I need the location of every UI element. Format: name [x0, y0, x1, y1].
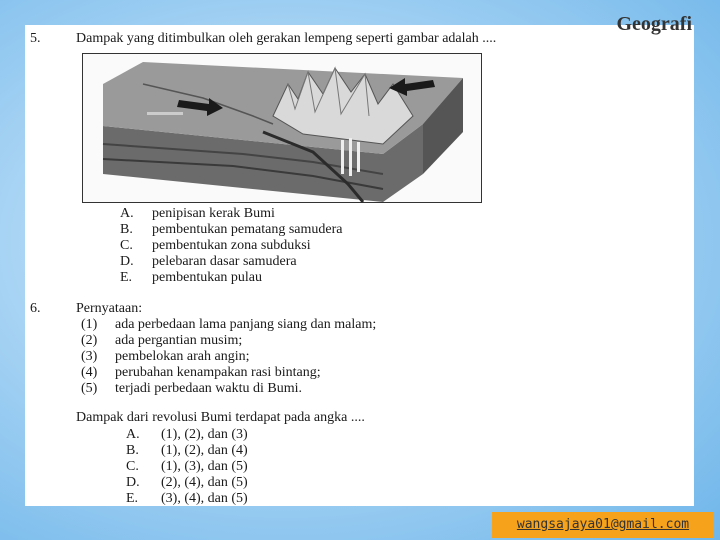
q5-option-a: A. penipisan kerak Bumi: [120, 206, 275, 221]
q6-statement-3: (3) pembelokan arah angin;: [81, 349, 250, 364]
q5-option-c: C. pembentukan zona subduksi: [120, 238, 311, 253]
subject-header: Geografi: [616, 13, 692, 35]
question-6-number: 6.: [30, 301, 41, 316]
q6-option-c: C. (1), (3), dan (5): [126, 459, 248, 474]
q6-statement-2: (2) ada pergantian musim;: [81, 333, 243, 348]
q6-statement-5: (5) terjadi perbedaan waktu di Bumi.: [81, 381, 302, 396]
q6-option-e: E. (3), (4), dan (5): [126, 491, 248, 506]
question-5-number: 5.: [30, 31, 41, 46]
plate-diagram-illustration: [83, 54, 481, 202]
q5-option-e: E. pembentukan pulau: [120, 270, 263, 285]
question-6-prompt: Dampak dari revolusi Bumi terdapat pada angka ....: [76, 410, 365, 425]
question-6-intro: Pernyataan:: [76, 301, 143, 316]
q5-option-b: B. pembentukan pematang samudera: [120, 222, 343, 237]
exam-page: [25, 13, 694, 506]
question-5-stem: Dampak yang ditimbulkan oleh gerakan lempeng seperti gambar adalah ....: [76, 31, 497, 46]
q6-statement-1: (1) ada perbedaan lama panjang siang dan malam;: [81, 317, 377, 332]
plate-convergence-diagram: [82, 53, 482, 203]
q5-option-d: D. pelebaran dasar samudera: [120, 254, 297, 269]
email-link[interactable]: wangsajaya01@gmail.com: [492, 512, 714, 538]
q6-option-d: D. (2), (4), dan (5): [126, 475, 248, 490]
q6-option-b: B. (1), (2), dan (4): [126, 443, 248, 458]
q6-option-a: A. (1), (2), dan (3): [126, 427, 248, 442]
q6-statement-4: (4) perubahan kenampakan rasi bintang;: [81, 365, 321, 380]
